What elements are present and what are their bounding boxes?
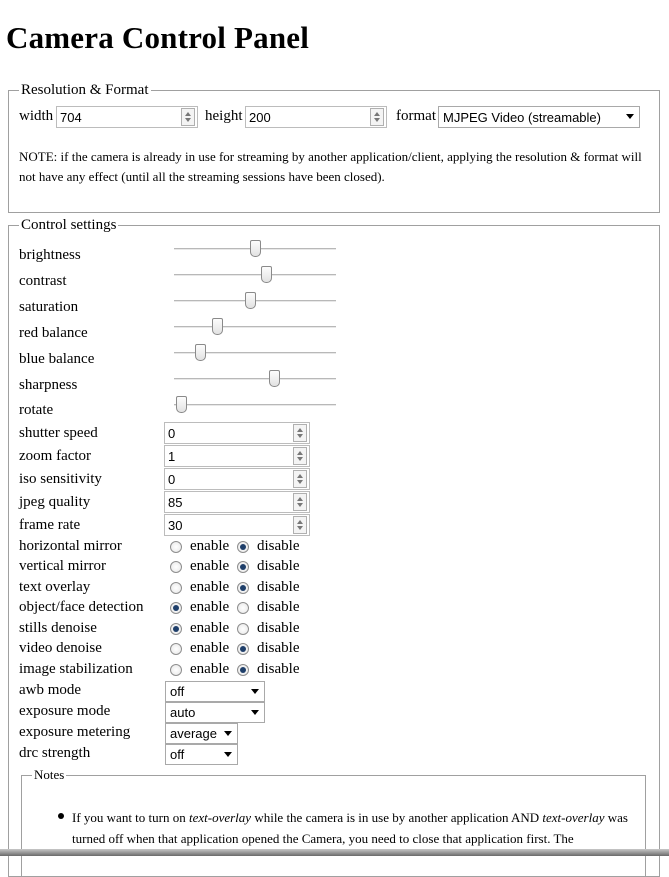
select-label-exposure-metering: exposure metering xyxy=(19,724,131,740)
control-settings-legend: Control settings xyxy=(21,217,117,233)
slider-label-sharpness: sharpness xyxy=(19,377,78,393)
toggle-label-object-face-detection: object/face detection xyxy=(19,599,144,615)
jpeg-quality-spinner-arrows-icon[interactable] xyxy=(293,493,307,511)
shutter-speed-spinner-arrows-icon[interactable] xyxy=(293,424,307,442)
exposure-mode-select[interactable] xyxy=(165,702,265,723)
notes-text-3: was turned off when that application opened the Camera, you need to close that application first. The xyxy=(72,810,628,846)
contrast-slider-thumb[interactable] xyxy=(261,266,272,283)
format-select[interactable] xyxy=(438,106,640,128)
object-face-detection-disable-label: disable xyxy=(257,599,300,615)
drc-strength-select[interactable] xyxy=(165,744,238,765)
vertical-mirror-enable-radio[interactable] xyxy=(170,561,182,573)
select-label-drc-strength: drc strength xyxy=(19,745,91,761)
notes-emphasis-1: text-overlay xyxy=(188,810,252,825)
exposure-mode-select-value: auto xyxy=(170,705,196,720)
height-input[interactable] xyxy=(245,106,387,128)
notes-legend: Notes xyxy=(34,767,65,782)
slider-label-rotate: rotate xyxy=(19,402,54,418)
height-spinner-arrows-icon[interactable] xyxy=(370,108,384,126)
select-label-exposure-mode: exposure mode xyxy=(19,703,111,719)
video-denoise-disable-radio[interactable] xyxy=(237,643,249,655)
stills-denoise-enable-label: enable xyxy=(190,620,230,636)
sharpness-slider[interactable] xyxy=(174,370,336,390)
chevron-down-icon xyxy=(224,731,232,736)
jpeg-quality-value: 85 xyxy=(168,495,183,510)
exposure-metering-select[interactable] xyxy=(165,723,238,744)
toggle-label-vertical-mirror: vertical mirror xyxy=(19,558,107,574)
format-select-value: MJPEG Video (streamable) xyxy=(443,110,601,125)
input-label-frame-rate: frame rate xyxy=(19,517,81,533)
image-stabilization-disable-radio[interactable] xyxy=(237,664,249,676)
image-stabilization-enable-label: enable xyxy=(190,661,230,677)
slider-label-contrast: contrast xyxy=(19,273,67,289)
input-label-jpeg-quality: jpeg quality xyxy=(19,494,91,510)
iso-sensitivity-spinner-arrows-icon[interactable] xyxy=(293,470,307,488)
red-balance-slider-track xyxy=(174,326,336,328)
awb-mode-select[interactable] xyxy=(165,681,265,702)
horizontal-mirror-disable-label: disable xyxy=(257,538,300,554)
toggle-label-stills-denoise: stills denoise xyxy=(19,620,97,636)
toggle-label-text-overlay: text overlay xyxy=(19,579,91,595)
chevron-down-icon xyxy=(224,752,232,757)
format-label: format xyxy=(396,108,436,124)
notes-emphasis-2: text-overlay xyxy=(542,810,605,825)
vertical-mirror-disable-radio[interactable] xyxy=(237,561,249,573)
rotate-slider[interactable] xyxy=(174,396,336,416)
width-input[interactable] xyxy=(56,106,198,128)
contrast-slider[interactable] xyxy=(174,266,336,286)
video-denoise-enable-label: enable xyxy=(190,640,230,656)
blue-balance-slider-thumb[interactable] xyxy=(195,344,206,361)
height-label: height xyxy=(205,108,243,124)
toggle-label-image-stabilization: image stabilization xyxy=(19,661,133,677)
notes-text-1: If you want to turn on xyxy=(72,810,189,825)
notes-item xyxy=(72,807,632,849)
saturation-slider[interactable] xyxy=(174,292,336,312)
notes-bullet-icon xyxy=(58,813,64,819)
width-label: width xyxy=(19,108,54,124)
object-face-detection-enable-radio[interactable] xyxy=(170,602,182,614)
frame-rate-value: 30 xyxy=(168,518,183,533)
object-face-detection-disable-radio[interactable] xyxy=(237,602,249,614)
notes-text-2: while the camera is in use by another application AND xyxy=(251,810,543,825)
sharpness-slider-track xyxy=(174,378,336,380)
shutter-speed-input[interactable] xyxy=(164,422,310,444)
frame-rate-input[interactable] xyxy=(164,514,310,536)
sharpness-slider-thumb[interactable] xyxy=(269,370,280,387)
input-label-zoom-factor: zoom factor xyxy=(19,448,92,464)
input-label-shutter-speed: shutter speed xyxy=(19,425,98,441)
select-label-awb-mode: awb mode xyxy=(19,682,82,698)
horizontal-mirror-enable-label: enable xyxy=(190,538,230,554)
slider-label-saturation: saturation xyxy=(19,299,79,315)
iso-sensitivity-input[interactable] xyxy=(164,468,310,490)
red-balance-slider[interactable] xyxy=(174,318,336,338)
zoom-factor-spinner-arrows-icon[interactable] xyxy=(293,447,307,465)
awb-mode-select-value: off xyxy=(170,684,185,699)
vertical-mirror-disable-label: disable xyxy=(257,558,300,574)
brightness-slider-thumb[interactable] xyxy=(250,240,261,257)
red-balance-slider-thumb[interactable] xyxy=(212,318,223,335)
chevron-down-icon xyxy=(251,689,259,694)
contrast-slider-track xyxy=(174,274,336,276)
frame-rate-spinner-arrows-icon[interactable] xyxy=(293,516,307,534)
blue-balance-slider[interactable] xyxy=(174,344,336,364)
jpeg-quality-input[interactable] xyxy=(164,491,310,513)
width-value: 704 xyxy=(60,110,82,125)
stills-denoise-disable-radio[interactable] xyxy=(237,623,249,635)
text-overlay-disable-label: disable xyxy=(257,579,300,595)
stills-denoise-enable-radio[interactable] xyxy=(170,623,182,635)
resolution-format-legend: Resolution & Format xyxy=(21,82,149,98)
drc-strength-select-value: off xyxy=(170,747,185,762)
zoom-factor-value: 1 xyxy=(168,449,176,464)
object-face-detection-enable-label: enable xyxy=(190,599,230,615)
text-overlay-disable-radio[interactable] xyxy=(237,582,249,594)
toggle-label-video-denoise: video denoise xyxy=(19,640,102,656)
iso-sensitivity-value: 0 xyxy=(168,472,176,487)
slider-label-brightness: brightness xyxy=(19,247,81,263)
image-stabilization-enable-radio[interactable] xyxy=(170,664,182,676)
rotate-slider-thumb[interactable] xyxy=(176,396,187,413)
chevron-down-icon xyxy=(626,114,634,119)
text-overlay-enable-label: enable xyxy=(190,579,230,595)
input-label-iso-sensitivity: iso sensitivity xyxy=(19,471,102,487)
image-stabilization-disable-label: disable xyxy=(257,661,300,677)
toggle-label-horizontal-mirror: horizontal mirror xyxy=(19,538,122,554)
horizontal-mirror-disable-radio[interactable] xyxy=(237,541,249,553)
video-denoise-disable-label: disable xyxy=(257,640,300,656)
horizontal-mirror-enable-radio[interactable] xyxy=(170,541,182,553)
window-bottom-edge xyxy=(0,849,669,856)
height-value: 200 xyxy=(249,110,271,125)
saturation-slider-thumb[interactable] xyxy=(245,292,256,309)
brightness-slider[interactable] xyxy=(174,240,336,260)
exposure-metering-select-value: average xyxy=(170,726,217,741)
slider-label-red-balance: red balance xyxy=(19,325,88,341)
zoom-factor-input[interactable] xyxy=(164,445,310,467)
slider-label-blue-balance: blue balance xyxy=(19,351,95,367)
chevron-down-icon xyxy=(251,710,259,715)
width-spinner-arrows-icon[interactable] xyxy=(181,108,195,126)
resolution-note: NOTE: if the camera is already in use for streaming by another application/client, applying the resolution & format will not have any effect (until all the streaming sessions have been closed). xyxy=(19,149,642,184)
rotate-slider-track xyxy=(174,404,336,406)
shutter-speed-value: 0 xyxy=(168,426,176,441)
vertical-mirror-enable-label: enable xyxy=(190,558,230,574)
stills-denoise-disable-label: disable xyxy=(257,620,300,636)
page-title: Camera Control Panel xyxy=(6,20,310,55)
video-denoise-enable-radio[interactable] xyxy=(170,643,182,655)
text-overlay-enable-radio[interactable] xyxy=(170,582,182,594)
